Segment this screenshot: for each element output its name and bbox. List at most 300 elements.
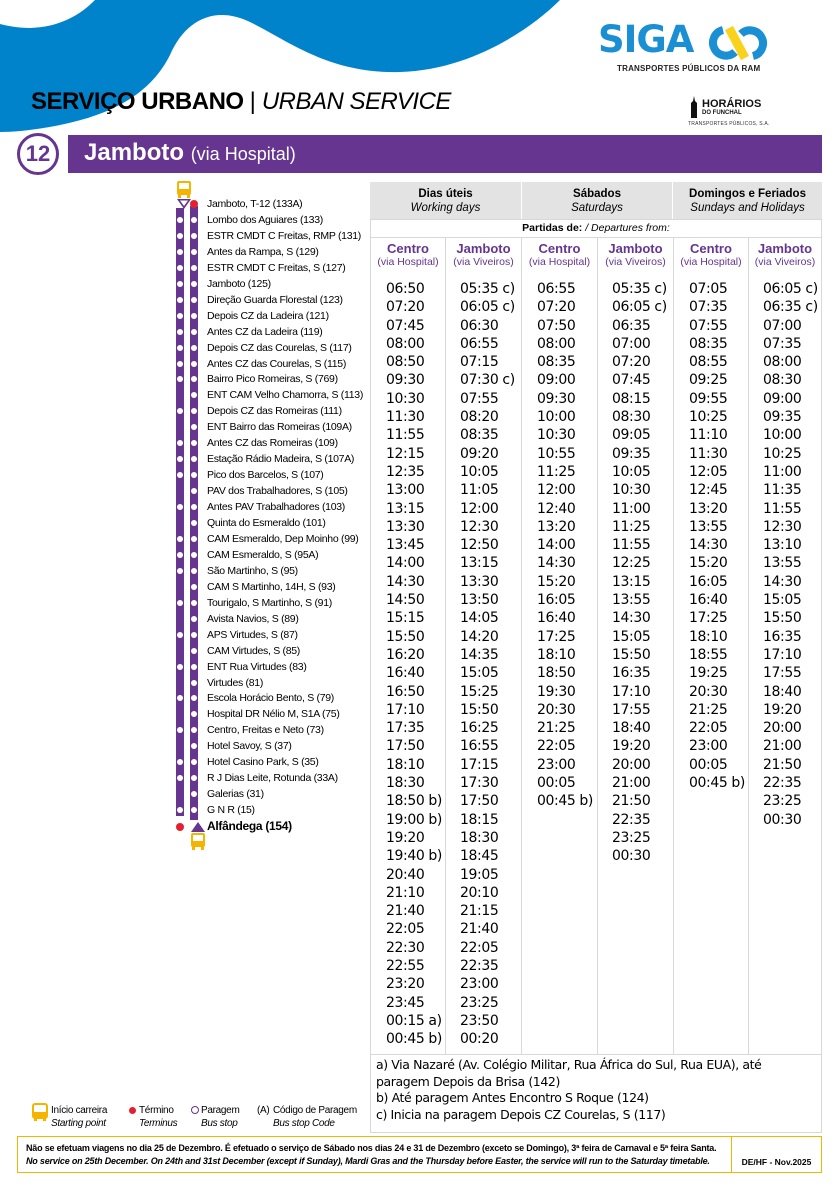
departure-time: 07:55 xyxy=(689,317,728,334)
column-header xyxy=(674,238,748,269)
departure-time: 21:25 xyxy=(537,720,576,737)
stop-dot-icon xyxy=(177,361,183,367)
operator-title: HORÁRIOS xyxy=(702,98,762,110)
timetable-column xyxy=(445,238,521,1054)
departure-time: 08:00 xyxy=(537,335,576,352)
departure-time: 14:30 xyxy=(537,555,576,572)
departure-time: 07:45 xyxy=(612,372,651,389)
departure-time: 07:50 xyxy=(537,317,576,334)
stop-label-right: São Martinho, S (95) xyxy=(207,564,298,577)
stop-label-right: Hotel Savoy, S (37) xyxy=(207,740,292,753)
departure-time: 18:50 xyxy=(537,665,576,682)
stop-label-right: Antes CZ das Romeiras (109) xyxy=(207,437,338,450)
departure-time: 17:55 xyxy=(763,665,802,682)
departure-time: 21:00 xyxy=(763,738,802,755)
day-group-working xyxy=(370,182,521,219)
stop-dot-icon xyxy=(177,600,183,606)
stop-label-right: CAM Esmeraldo, Dep Moinho (99) xyxy=(207,532,359,545)
departure-time: 16:40 xyxy=(537,610,576,627)
departure-time: 05:35 c) xyxy=(460,281,515,297)
stop-label-right: ENT CAM Velho Chamorra, S (113) xyxy=(207,389,364,402)
departure-time: 06:55 xyxy=(460,335,499,352)
stop-dot-icon xyxy=(191,680,197,686)
departure-time: 19:30 xyxy=(537,683,576,700)
departure-time: 06:05 c) xyxy=(612,299,667,316)
footer-text xyxy=(26,1142,716,1168)
stop-label-right: CAM Esmeraldo, S (95A) xyxy=(207,548,319,561)
stop-label-right: Centro, Freitas e Neto (73) xyxy=(207,724,324,737)
departure-time: 12:30 xyxy=(460,518,499,535)
departure-time: 22:35 xyxy=(763,775,802,792)
departure-time: 16:55 xyxy=(460,738,499,755)
departure-time: 23:50 xyxy=(460,1012,499,1029)
stop-dot-icon xyxy=(177,217,183,223)
departure-time: 08:30 xyxy=(612,409,651,426)
departure-time: 16:05 xyxy=(689,573,728,590)
stop-label-right: CAM S Martinho, 14H, S (93) xyxy=(207,580,336,593)
departure-time: 10:00 xyxy=(763,427,802,444)
timetable-notes xyxy=(370,1054,822,1133)
legend-stop-en: Bus stop xyxy=(201,1118,238,1129)
stop-dot-icon xyxy=(177,313,183,319)
departure-time: 11:55 xyxy=(612,537,651,554)
departure-time: 08:35 xyxy=(537,354,576,371)
departure-time: 16:25 xyxy=(460,720,499,737)
departure-time: 13:15 xyxy=(612,573,651,590)
legend-terminus-icon xyxy=(129,1107,136,1114)
departure-time: 22:55 xyxy=(386,957,425,974)
departure-time: 07:00 xyxy=(763,317,802,334)
departure-time: 13:45 xyxy=(386,537,425,554)
stop-dot-icon xyxy=(191,520,197,526)
departure-time: 19:25 xyxy=(689,665,728,682)
departure-time: 07:15 xyxy=(460,354,499,371)
departure-time: 09:35 xyxy=(612,445,651,462)
legend-code xyxy=(273,1104,357,1130)
column-via: (via Hospital) xyxy=(680,256,742,268)
departure-time: 13:20 xyxy=(537,518,576,535)
departure-time: 23:20 xyxy=(386,976,425,993)
departure-time: 10:30 xyxy=(612,482,651,499)
departure-time: 17:15 xyxy=(460,756,499,773)
end-bus-icon xyxy=(190,832,206,852)
departure-time: 23:25 xyxy=(763,793,802,810)
departure-time: 17:25 xyxy=(689,610,728,627)
departure-time: 09:00 xyxy=(537,372,576,389)
departure-time: 12:40 xyxy=(537,500,576,517)
stop-label-right: Lombo dos Aguiares (133) xyxy=(207,213,323,226)
departure-time: 11:05 xyxy=(460,482,499,499)
note-c: c) Inicia na paragem Depois CZ Courelas, S (117) xyxy=(376,1106,666,1122)
stop-dot-icon xyxy=(177,249,183,255)
stop-label-right: Quinta do Esmeraldo (101) xyxy=(207,517,326,529)
departure-times xyxy=(612,280,667,866)
route-via-label: (via Hospital) xyxy=(190,144,296,164)
column-via: (via Hospital) xyxy=(377,256,439,268)
departure-time: 08:00 xyxy=(763,354,802,371)
departure-time: 14:30 xyxy=(386,573,425,590)
departure-time: 09:30 xyxy=(386,372,425,389)
departure-time: 10:25 xyxy=(763,445,802,462)
departure-time: 18:30 xyxy=(386,775,425,792)
column-header xyxy=(371,238,445,269)
departure-time: 13:00 xyxy=(386,482,425,499)
departure-time: 16:05 xyxy=(537,592,576,609)
departure-time: 14:00 xyxy=(386,555,425,572)
departure-time: 18:30 xyxy=(460,829,499,846)
departure-time: 10:05 xyxy=(612,463,651,480)
departure-time: 11:30 xyxy=(689,445,728,462)
departure-time: 15:25 xyxy=(460,683,499,700)
stop-dot-icon xyxy=(177,568,183,574)
departure-time: 16:40 xyxy=(689,592,728,609)
stop-dot-icon xyxy=(191,504,197,510)
stop-dot-icon xyxy=(177,329,183,335)
terminus-dot-icon xyxy=(190,200,198,208)
stop-label-right: Depois CZ das Romeiras (111) xyxy=(207,405,342,418)
column-via: (via Viveiros) xyxy=(754,256,816,268)
departure-time: 15:15 xyxy=(386,610,425,627)
departure-time: 12:15 xyxy=(386,445,425,462)
stop-dot-icon xyxy=(191,329,197,335)
departure-time: 00:30 xyxy=(612,848,651,865)
departure-time: 07:35 xyxy=(689,299,728,316)
stop-dot-icon xyxy=(191,664,197,670)
legend-stop-pt: Paragem xyxy=(201,1105,240,1116)
stop-label-right: Escola Horácio Bento, S (79) xyxy=(207,692,334,705)
stop-label-right: Tourigalo, S Martinho, S (91) xyxy=(207,596,332,609)
legend-bus-icon xyxy=(32,1103,48,1123)
document-code: DE/HF - Nov.2025 xyxy=(731,1137,821,1172)
departure-time: 07:00 xyxy=(612,335,651,352)
departure-time: 14:05 xyxy=(460,610,499,627)
departure-time: 23:45 xyxy=(386,994,425,1011)
stop-label-right: Bairro Pico Romeiras, S (769) xyxy=(207,373,338,386)
legend-terminus-en: Terminus xyxy=(139,1118,178,1129)
departure-time: 16:35 xyxy=(612,665,651,682)
stop-dot-icon xyxy=(177,536,183,542)
departure-time: 17:55 xyxy=(612,701,651,718)
legend-stop-icon xyxy=(191,1106,199,1114)
departure-time: 15:50 xyxy=(386,628,425,645)
departure-time: 13:55 xyxy=(689,518,728,535)
departure-time: 08:30 xyxy=(763,372,802,389)
departure-time: 19:20 xyxy=(763,701,802,718)
column-header xyxy=(522,238,597,269)
departure-time: 15:50 xyxy=(612,646,651,663)
departure-time: 09:05 xyxy=(612,427,651,444)
departure-time: 23:00 xyxy=(460,976,499,993)
stop-label-right: Alfândega (154) xyxy=(207,819,292,834)
departure-time: 20:00 xyxy=(612,756,651,773)
departure-time: 22:35 xyxy=(612,811,651,828)
legend-start-pt: Início carreira xyxy=(51,1105,108,1116)
departure-time: 13:55 xyxy=(763,555,802,572)
siga-brand-text: SIGA xyxy=(598,18,694,61)
departure-time: 19:20 xyxy=(612,738,651,755)
day-group-label-pt: Sábados xyxy=(573,188,621,200)
departure-time: 21:00 xyxy=(612,775,651,792)
departure-time: 05:35 c) xyxy=(612,281,667,297)
departure-time: 20:40 xyxy=(386,866,425,883)
departure-time: 10:25 xyxy=(689,409,728,426)
departure-time: 07:20 xyxy=(537,299,576,316)
departure-time: 09:30 xyxy=(537,390,576,407)
departure-time: 17:10 xyxy=(763,646,802,663)
stop-dot-icon xyxy=(191,233,197,239)
departure-time: 20:00 xyxy=(763,720,802,737)
departure-time: 00:30 xyxy=(763,811,802,828)
departure-time: 21:25 xyxy=(689,701,728,718)
stop-label-right: Pico dos Barcelos, S (107) xyxy=(207,469,324,482)
siga-subtitle: TRANSPORTES PÚBLICOS DA RAM xyxy=(617,64,761,73)
departure-time: 15:20 xyxy=(537,573,576,590)
route-name xyxy=(84,139,296,167)
departure-time: 22:30 xyxy=(386,939,425,956)
stop-label-right: Galerias (31) xyxy=(207,788,264,801)
departure-time: 11:55 xyxy=(386,427,425,444)
departure-time: 09:00 xyxy=(763,390,802,407)
departure-time: 13:20 xyxy=(689,500,728,517)
footer-notice-en: No service on 25th December. On 24th and 31st December (except if Sunday), Mardi Gras and the Thursday before Easter, the service will run to the Saturday timetable. xyxy=(26,1156,710,1166)
departure-time: 22:05 xyxy=(386,921,425,938)
stop-dot-icon xyxy=(177,233,183,239)
stop-label-right: Avista Navios, S (89) xyxy=(207,612,299,625)
departure-time: 13:30 xyxy=(386,518,425,535)
departure-time: 16:50 xyxy=(386,683,425,700)
departure-time: 18:10 xyxy=(689,628,728,645)
departure-time: 09:55 xyxy=(689,390,728,407)
footer-notice xyxy=(17,1136,822,1173)
departure-time: 23:25 xyxy=(612,829,651,846)
stop-dot-icon xyxy=(191,568,197,574)
departure-time: 00:05 xyxy=(537,775,576,792)
departure-time: 20:30 xyxy=(537,701,576,718)
departures-from-header xyxy=(370,219,822,238)
departure-time: 21:40 xyxy=(460,921,499,938)
departure-time: 14:50 xyxy=(386,592,425,609)
departure-time: 09:25 xyxy=(689,372,728,389)
departure-time: 17:50 xyxy=(386,738,425,755)
departure-time: 16:40 xyxy=(386,665,425,682)
departure-time: 11:00 xyxy=(612,500,651,517)
departure-time: 12:45 xyxy=(689,482,728,499)
departure-time: 22:05 xyxy=(537,738,576,755)
legend-stop xyxy=(201,1104,239,1130)
departure-time: 16:35 xyxy=(763,628,802,645)
operator-legal-name: TRANSPORTES PÚBLICOS, S.A. xyxy=(688,121,770,127)
stop-dot-icon xyxy=(177,265,183,271)
stop-label-right: Hotel Casino Park, S (35) xyxy=(207,756,319,769)
departure-time: 11:10 xyxy=(689,427,728,444)
departure-time: 18:10 xyxy=(537,646,576,663)
column-via: (via Hospital) xyxy=(528,256,591,268)
departure-time: 21:15 xyxy=(460,903,499,920)
departures-label-en: / Departures from: xyxy=(585,222,670,234)
departure-time: 20:10 xyxy=(460,884,499,901)
departure-time: 10:30 xyxy=(537,427,576,444)
departure-time: 14:30 xyxy=(689,537,728,554)
day-group-label-en: Working days xyxy=(410,202,481,214)
stop-dot-icon xyxy=(191,648,197,654)
departure-time: 00:15 a) xyxy=(386,1012,442,1029)
legend-code-symbol: (A) xyxy=(257,1105,270,1116)
stop-label-right: ENT Bairro das Romeiras (109A) xyxy=(207,421,352,434)
stop-dot-icon xyxy=(177,632,183,638)
departure-time: 12:30 xyxy=(763,518,802,535)
stop-label-right: Antes PAV Trabalhadores (103) xyxy=(207,501,345,514)
departure-time: 21:50 xyxy=(612,793,651,810)
departure-times xyxy=(689,280,745,792)
departure-time: 10:05 xyxy=(460,463,499,480)
stop-dot-icon xyxy=(177,664,183,670)
departure-time: 13:15 xyxy=(460,555,499,572)
departure-time: 22:05 xyxy=(460,939,499,956)
departure-time: 13:55 xyxy=(612,592,651,609)
departure-time: 07:55 xyxy=(460,390,499,407)
end-arrow-icon xyxy=(191,822,205,832)
timetable-column xyxy=(748,238,822,1054)
departure-time: 21:50 xyxy=(763,756,802,773)
stop-label-right: G N R (15) xyxy=(207,804,255,817)
stop-label-right: R J Dias Leite, Rotunda (33A) xyxy=(207,772,338,785)
stop-dot-icon xyxy=(191,281,197,287)
stop-dot-icon xyxy=(191,297,197,303)
departure-time: 11:00 xyxy=(763,463,802,480)
departure-time: 16:20 xyxy=(386,646,425,663)
departure-time: 17:10 xyxy=(612,683,651,700)
departure-time: 17:50 xyxy=(460,793,499,810)
stop-dot-icon xyxy=(191,584,197,590)
departure-time: 12:25 xyxy=(612,555,651,572)
departure-time: 09:20 xyxy=(460,445,499,462)
stop-label-right: ENT Rua Virtudes (83) xyxy=(207,660,307,673)
departure-time: 21:10 xyxy=(386,884,425,901)
departure-time: 14:30 xyxy=(612,610,651,627)
stop-label-right: Antes da Rampa, S (129) xyxy=(207,245,319,258)
departure-time: 17:10 xyxy=(386,701,425,718)
stop-dot-icon xyxy=(191,345,197,351)
stop-dot-icon xyxy=(177,345,183,351)
departure-time: 17:30 xyxy=(460,775,499,792)
departure-times xyxy=(763,280,818,829)
departure-time: 13:50 xyxy=(460,592,499,609)
departure-time: 23:00 xyxy=(689,738,728,755)
departure-time: 12:00 xyxy=(460,500,499,517)
stop-label-right: ESTR CMDT C Freitas, S (127) xyxy=(207,261,346,274)
departure-time: 06:05 c) xyxy=(460,299,515,316)
departure-time: 10:00 xyxy=(537,409,576,426)
stop-dot-icon xyxy=(191,536,197,542)
departure-time: 18:50 b) xyxy=(386,793,442,810)
departure-time: 14:00 xyxy=(537,537,576,554)
departure-time: 13:10 xyxy=(763,537,802,554)
legend-terminus-pt: Término xyxy=(139,1105,174,1116)
departure-time: 07:20 xyxy=(612,354,651,371)
departure-time: 06:05 c) xyxy=(763,281,818,297)
departure-time: 08:55 xyxy=(689,354,728,371)
departure-time: 10:55 xyxy=(537,445,576,462)
departure-time: 15:50 xyxy=(763,610,802,627)
legend-code-pt: Código de Paragem xyxy=(273,1105,357,1116)
service-title-pt: SERVIÇO URBANO xyxy=(31,88,244,115)
column-destination: Jamboto xyxy=(608,241,663,256)
departure-time: 00:45 b) xyxy=(689,775,745,792)
departure-time: 19:05 xyxy=(460,866,499,883)
departure-time: 07:30 c) xyxy=(460,372,515,389)
legend-start-en: Starting point xyxy=(51,1118,106,1129)
departure-time: 19:20 xyxy=(386,829,425,846)
departure-time: 15:05 xyxy=(763,592,802,609)
column-header xyxy=(749,238,821,269)
stop-dot-icon xyxy=(177,504,183,510)
stop-dot-icon xyxy=(191,552,197,558)
departure-time: 11:25 xyxy=(537,463,576,480)
day-group-label-pt: Domingos e Feriados xyxy=(689,188,806,200)
note-a: a) Via Nazaré (Av. Colégio Militar, Rua África do Sul, Rua EUA), até paragem Depois da Brisa (142) xyxy=(376,1057,762,1089)
departure-time: 00:45 b) xyxy=(537,793,593,810)
service-title-en: URBAN SERVICE xyxy=(261,88,451,115)
route-name-label: Jamboto xyxy=(84,139,185,166)
departure-time: 15:20 xyxy=(689,555,728,572)
departure-time: 06:30 xyxy=(460,317,499,334)
departure-time: 14:20 xyxy=(460,628,499,645)
departure-time: 12:50 xyxy=(460,537,499,554)
siga-infinity-icon xyxy=(705,24,771,62)
column-destination: Centro xyxy=(690,241,732,256)
day-group-sunday xyxy=(673,182,822,219)
departure-time: 06:35 c) xyxy=(763,299,818,316)
departure-time: 10:30 xyxy=(386,390,425,407)
departure-time: 14:30 xyxy=(763,573,802,590)
departure-time: 19:40 b) xyxy=(386,848,442,865)
departure-time: 18:15 xyxy=(460,811,499,828)
departure-time: 18:45 xyxy=(460,848,499,865)
stop-label-right: Jamboto (125) xyxy=(207,277,271,290)
column-via: (via Viveiros) xyxy=(453,256,514,268)
departure-time: 17:25 xyxy=(537,628,576,645)
timetable-column xyxy=(673,238,748,1054)
start-bus-icon xyxy=(176,180,192,200)
stop-dot-icon xyxy=(191,632,197,638)
departure-time: 19:00 b) xyxy=(386,811,442,828)
departure-times xyxy=(537,280,593,811)
departure-time: 18:10 xyxy=(386,756,425,773)
legend-code-en: Bus stop Code xyxy=(273,1118,335,1129)
departure-time: 00:45 b) xyxy=(386,1031,442,1048)
departure-time: 07:35 xyxy=(763,335,802,352)
departure-times xyxy=(460,280,515,1048)
timetable-column xyxy=(597,238,673,1054)
departure-time: 06:50 xyxy=(386,281,425,297)
departure-time: 08:35 xyxy=(460,427,499,444)
column-header xyxy=(598,238,673,269)
departure-time: 00:05 xyxy=(689,756,728,773)
stop-dot-icon xyxy=(177,281,183,287)
departure-time: 22:35 xyxy=(460,957,499,974)
timetable-column xyxy=(521,238,597,1054)
timetable-column xyxy=(370,238,445,1054)
title-separator: | xyxy=(249,88,256,115)
departure-time: 15:50 xyxy=(460,701,499,718)
stop-dot-icon xyxy=(191,313,197,319)
departure-time: 15:05 xyxy=(460,665,499,682)
departure-time: 18:40 xyxy=(763,683,802,700)
day-group-saturday xyxy=(522,182,672,219)
departure-time: 08:15 xyxy=(612,390,651,407)
column-via: (via Viveiros) xyxy=(605,256,666,268)
stop-label-right: Hospital DR Nélio M, S1A (75) xyxy=(207,708,340,721)
